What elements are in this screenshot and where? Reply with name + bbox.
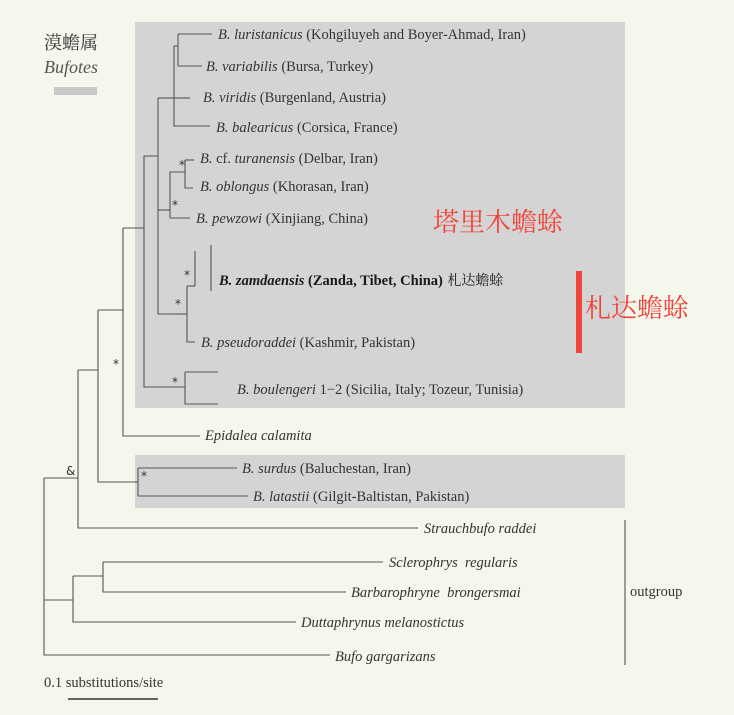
scale-bar-label: 0.1 substitutions/site <box>44 675 164 691</box>
genus-chinese-name: 漠蟾属 <box>44 33 98 54</box>
taxon-label-barbarophryne: Barbarophryne brongersmai <box>351 585 521 601</box>
tarim-toad-label: 塔里木蟾蜍 <box>433 208 564 238</box>
taxon-label-balearicus: B. balearicus (Corsica, France) <box>216 120 398 136</box>
svg-text:*: * <box>184 268 190 282</box>
svg-text:*: * <box>172 198 178 212</box>
genus-latin-name: Bufotes <box>44 57 98 77</box>
taxon-label-pewzowi: B. pewzowi (Xinjiang, China) <box>196 211 368 227</box>
taxon-label-zamdaensis: B. zamdaensis (Zanda, Tibet, China) 札达蟾蜍 <box>219 273 504 289</box>
zanda-clade-bar <box>576 271 582 353</box>
taxon-label-epidalea: Epidalea calamita <box>205 428 312 444</box>
taxon-label-luristanicus: B. luristanicus (Kohgiluyeh and Boyer-Ahmad, Iran) <box>218 27 526 43</box>
taxon-label-duttaphrynus: Duttaphrynus melanostictus <box>301 615 465 631</box>
zanda-toad-label: 札达蟾蜍 <box>585 294 690 324</box>
genus-legend-swatch <box>54 87 97 95</box>
taxon-label-variabilis: B. variabilis (Bursa, Turkey) <box>206 59 374 75</box>
svg-text:*: * <box>141 469 147 483</box>
svg-text:&: & <box>66 464 76 478</box>
outgroup-label: outgroup <box>630 584 683 600</box>
taxon-label-bufo: Bufo gargarizans <box>335 649 436 665</box>
taxon-label-viridis: B. viridis (Burgenland, Austria) <box>203 90 386 106</box>
taxon-label-oblongus: B. oblongus (Khorasan, Iran) <box>200 179 369 195</box>
svg-text:*: * <box>113 357 119 371</box>
taxon-label-boulengeri: B. boulengeri 1−2 (Sicilia, Italy; Tozeur, Tunisia) <box>237 382 524 398</box>
svg-text:*: * <box>172 375 178 389</box>
taxon-label-latastii: B. latastii (Gilgit-Baltistan, Pakistan) <box>253 489 470 505</box>
svg-text:*: * <box>179 158 185 172</box>
taxon-label-sclerophrys: Sclerophrys regularis <box>389 555 518 571</box>
taxon-label-turanensis: B. cf. turanensis (Delbar, Iran) <box>200 151 378 167</box>
taxon-label-surdus: B. surdus (Baluchestan, Iran) <box>242 461 411 477</box>
svg-text:*: * <box>175 297 181 311</box>
taxon-label-strauchbufo: Strauchbufo raddei <box>424 521 537 537</box>
taxon-label-pseudoraddei: B. pseudoraddei (Kashmir, Pakistan) <box>201 335 416 351</box>
